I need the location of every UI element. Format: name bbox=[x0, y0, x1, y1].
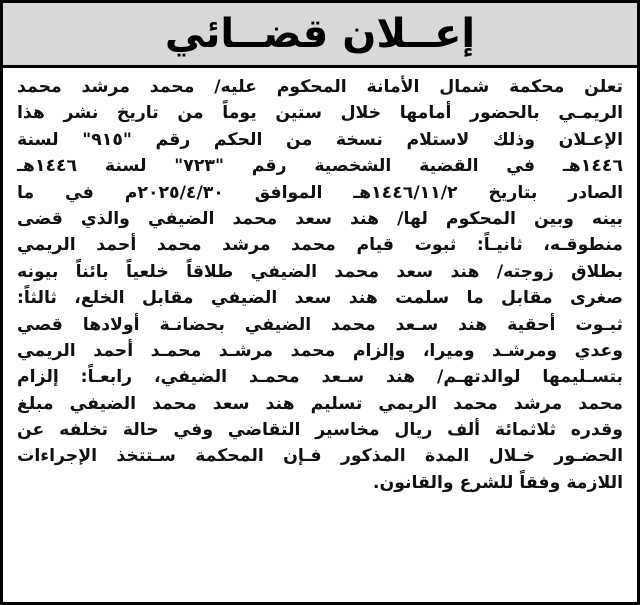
notice-line: محمد مرشد محمد الريمي تسليم هند سعد محمد الضيفي مبلغ bbox=[17, 393, 623, 414]
notice-title-bar bbox=[3, 3, 637, 68]
notice-line: الريمـي بالحضور أمامها خلال ستين يوماً من تاريخ نشر هذا bbox=[17, 103, 623, 124]
notice-line: تعلن محكمة شمال الأمانة المحكوم عليه/ محمد مرشد محمد bbox=[17, 77, 623, 97]
notice-body bbox=[3, 68, 637, 496]
notice-line: الإعـلان وذلك لاستلام نسخة من الحكم رقم "٩١٥" لسنة bbox=[17, 129, 623, 150]
notice-line: ثبـوت أحقية هند سـعد محمد الضيفي بحضانـة أولادها قصي bbox=[17, 314, 623, 335]
notice-line: الصادر بتاريخ ١٤٤٦/١١/٢هـ الموافق ٢٠٢٥/٤/٣٠م في ما bbox=[17, 182, 623, 203]
notice-line: صغرى مقابل ما سلمت هند سعد الضيفي مقابل الخلع، ثالثاً: bbox=[17, 288, 623, 309]
notice-line: وعدي ومرشـد وميرا، وإلزام محمد مرشـد محمـد أحمد الريمي bbox=[17, 340, 623, 361]
notice-line: بتسـليمها لوالدتهـم/ هند سـعد محمـد الضيفي، رابعـاً: إلزام bbox=[17, 367, 623, 388]
notice-line: الحضـور خـلال المدة المذكور فـإن المحكمة سـتتخذ الإجراءات bbox=[17, 446, 623, 467]
notice-line: اللازمة وفقاً للشرع والقانون. bbox=[372, 472, 623, 493]
notice-line: بينه وبين المحكوم لها/ هند سعد محمد الضيفي والذي قضى bbox=[17, 208, 623, 229]
notice-title: إعــلان قضــائي bbox=[164, 11, 476, 57]
notice-line: ١٤٤٦هـ في القضية الشخصية رقم "٧٢٣" لسنة ١٤٤٦هـ bbox=[17, 156, 623, 177]
notice-line: بطلاق زوجته/ هند سعد محمد الضيفي طلاقاً خلعياً بائناً بيونه bbox=[17, 261, 623, 282]
notice-line: وقدره ثلاثمائة ألف ريال مخاسير التقاضي وفي حالة تخلفه عن bbox=[17, 420, 623, 441]
notice-line: منطوقـه، ثانيـاً: ثبوت قيام محمد مرشد محمد أحمد الريمي bbox=[17, 235, 623, 256]
